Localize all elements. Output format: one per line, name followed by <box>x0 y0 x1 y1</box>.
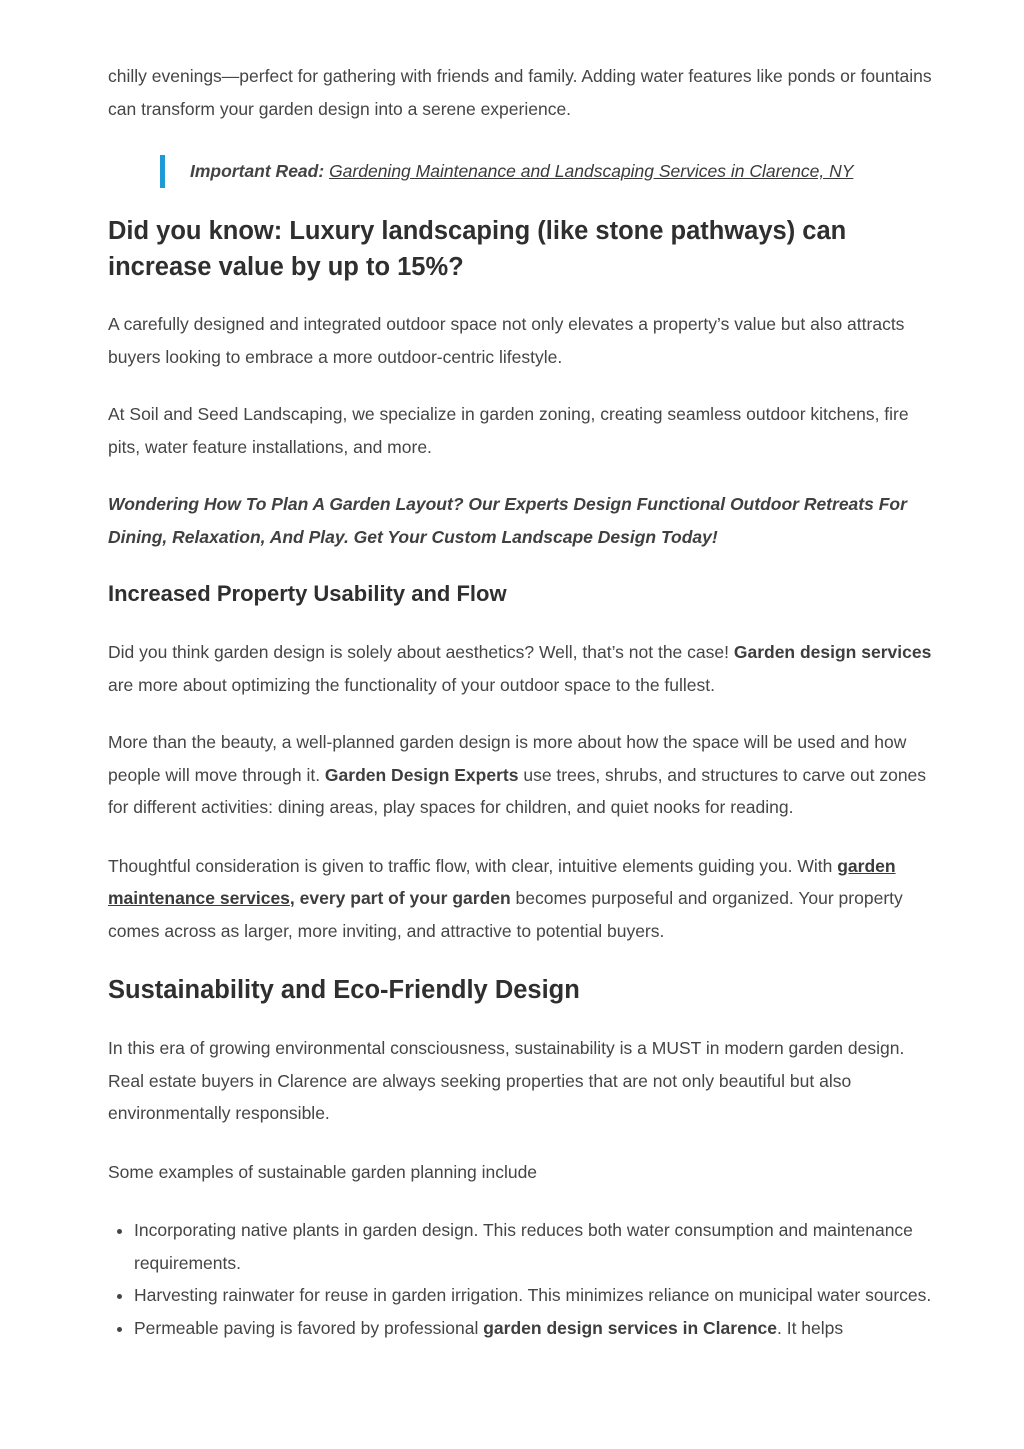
text-run: Did you think garden design is solely about aesthetics? Well, that’s not the case! <box>108 642 734 662</box>
cta-paragraph: Wondering How To Plan A Garden Layout? Our Experts Design Functional Outdoor Retreats For Dining, Relaxation, And Play. Get Your Custom Landscape Design Today! <box>108 494 907 547</box>
callout-accent-bar <box>160 155 165 188</box>
usability-paragraph-1 <box>108 636 944 701</box>
sustainability-paragraph-2: Some examples of sustainable garden planning include <box>108 1161 538 1182</box>
sustainability-heading: Sustainability and Eco-Friendly Design <box>108 976 580 1004</box>
value-paragraph: A carefully designed and integrated outdoor space not only elevates a property’s value but also attracts buyers looking to embrace a more outdoor-centric lifestyle. <box>108 314 905 367</box>
text-run: use trees, shrubs, and structures to carve out zones for different activities: dining areas, play spaces for children, and quiet nooks for reading. <box>108 764 927 817</box>
article-body <box>108 60 944 1344</box>
usability-heading: Increased Property Usability and Flow <box>108 581 507 606</box>
usability-paragraph-3 <box>108 850 944 948</box>
text-run: Permeable paving is favored by professional <box>134 1317 484 1338</box>
bold-text: garden design services in Clarence <box>483 1317 777 1338</box>
list-item <box>134 1312 944 1345</box>
garden-maintenance-link[interactable]: garden maintenance services <box>108 855 896 908</box>
did-you-know-heading: Did you know: Luxury landscaping (like stone pathways) can increase value by up to 15%? <box>108 217 847 281</box>
bold-text: Garden design services <box>733 642 932 662</box>
list-item: • Harvesting rainwater for reuse in garden irrigation. This minimizes reliance on municipal water sources. <box>134 1279 944 1312</box>
important-read-callout <box>160 155 944 188</box>
bold-text: , every part of your garden <box>289 888 511 908</box>
callout-label: Important Read: <box>190 161 325 181</box>
text-run: are more about optimizing the functionality of your outdoor space to the fullest. <box>108 674 716 695</box>
sustainability-paragraph-1: In this era of growing environmental consciousness, sustainability is a MUST in modern garden design. Real estate buyers in Clarence are always seeking properties that are not only beautiful but also environmentally responsible. <box>108 1038 905 1123</box>
usability-paragraph-2 <box>108 726 944 824</box>
list-item: • Incorporating native plants in garden design. This reduces both water consumption and maintenance requirements. <box>134 1214 944 1279</box>
text-run: More than the beauty, a well-planned garden design is more about how the space will be used and how people will move through it. <box>108 732 907 785</box>
callout-link[interactable]: Gardening Maintenance and Landscaping Services in Clarence, NY <box>329 161 854 181</box>
company-paragraph: At Soil and Seed Landscaping, we specialize in garden zoning, creating seamless outdoor kitchens, fire pits, water feature installations, and more. <box>108 404 909 457</box>
intro-paragraph: chilly evenings—perfect for gathering with friends and family. Adding water features like ponds or fountains can transform your garden design into a serene experience. <box>108 66 932 119</box>
text-run: . It helps <box>776 1317 844 1338</box>
bold-text: Garden Design Experts <box>324 764 519 785</box>
text-run: becomes purposeful and organized. Your property comes across as larger, more inviting, and attractive to potential buyers. <box>108 888 903 941</box>
text-run: Thoughtful consideration is given to traffic flow, with clear, intuitive elements guiding you. With <box>108 855 838 876</box>
sustainability-list <box>108 1214 944 1344</box>
